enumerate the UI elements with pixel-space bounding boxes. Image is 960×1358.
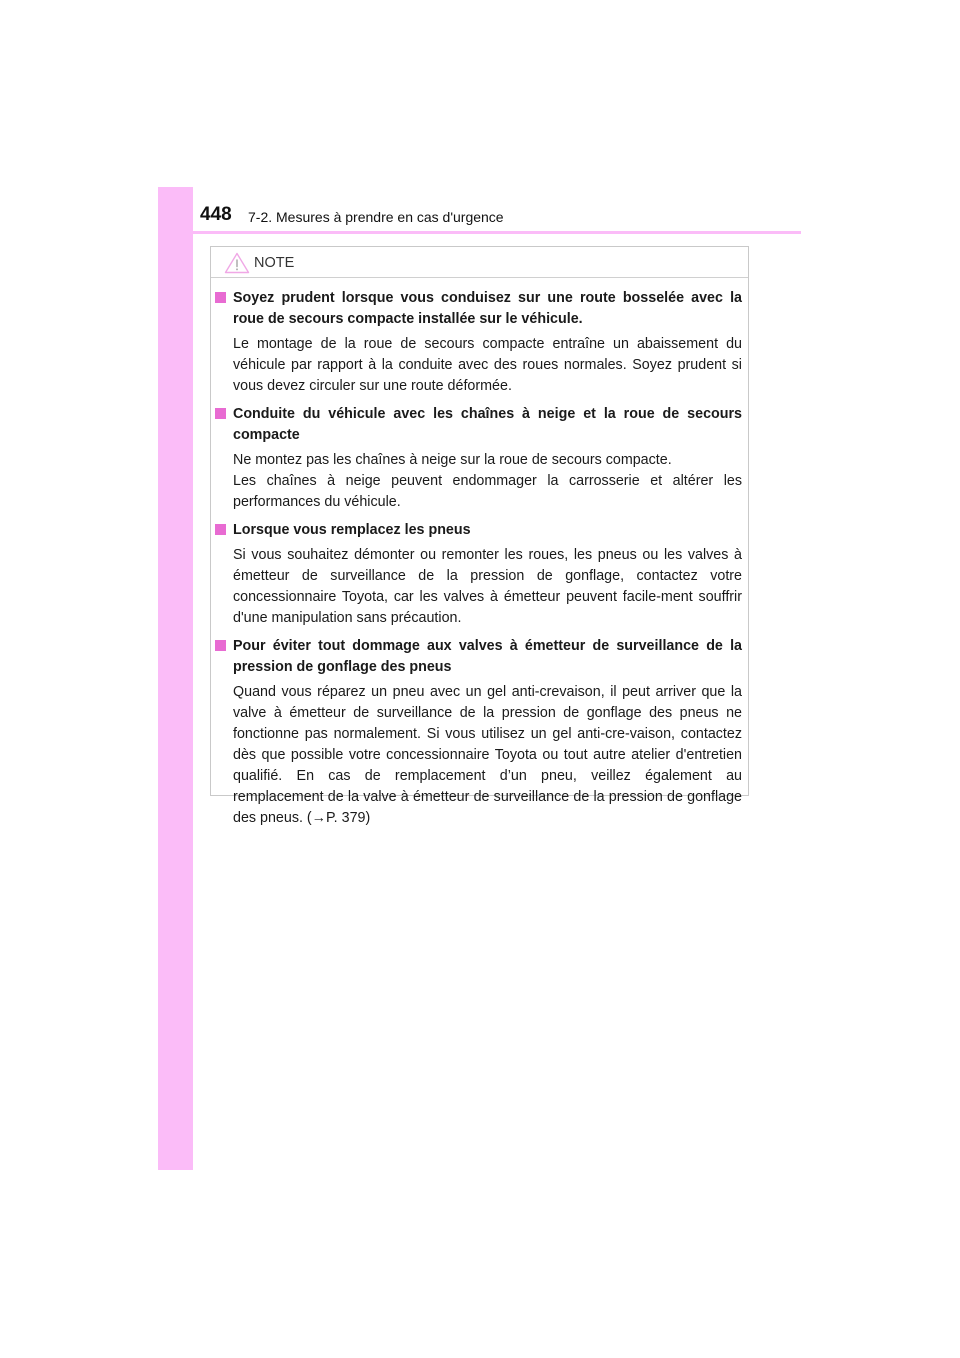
warning-triangle-icon: [224, 252, 250, 274]
square-bullet-icon: [215, 640, 226, 651]
note-item-text: Les chaînes à neige peuvent endommager la carrosserie et altérer les performances du véhicule.: [233, 473, 742, 510]
note-box: [210, 246, 749, 826]
note-item-replacing-tires: [215, 520, 742, 629]
note-item-text: Si vous souhaitez démonter ou remonter les roues, les pneus ou les valves à émetteur de surveillance de la pression de gonflage, contactez votre concessionnaire Toyota, car les valves à émetteur peuvent facile-ment souffrir d'une manipulation sans précaution.: [233, 547, 742, 626]
note-item-rough-road: [215, 288, 742, 397]
note-item-title: Conduite du véhicule avec les chaînes à neige et la roue de secours compacte: [233, 406, 742, 443]
note-item-valve-damage: [215, 636, 742, 829]
page-number: 448: [200, 204, 232, 225]
header-rule: [158, 231, 801, 234]
note-item-title: Lorsque vous remplacez les pneus: [233, 522, 471, 538]
section-title: 7-2. Mesures à prendre en cas d'urgence: [248, 209, 504, 225]
note-item-title: Soyez prudent lorsque vous conduisez sur une route bosselée avec la roue de secours compacte installée sur le véhicule.: [233, 290, 742, 327]
note-item-snow-chains: [215, 404, 742, 513]
note-title: NOTE: [254, 255, 295, 271]
side-tab-band: [158, 187, 193, 1170]
note-header: [211, 247, 748, 278]
square-bullet-icon: [215, 408, 226, 419]
note-item-title: Pour éviter tout dommage aux valves à émetteur de surveillance de la pression de gonflage des pneus: [233, 638, 742, 675]
note-item-text: Ne montez pas les chaînes à neige sur la roue de secours compacte.: [233, 452, 672, 468]
note-item-text: Quand vous réparez un pneu avec un gel anti-crevaison, il peut arriver que la valve à émetteur de surveillance de la pression de gonflage des pneus ne fonctionne pas normalement. Si vous utilisez un gel anti-cre-vaison, contactez dès que possible votre concessionnaire Toyota ou tout autre atelier d'entretien qualifié. En cas de remplacement d’un pneu, veillez également au remplacement de la valve à émetteur de surveillance de la pression de gonflage des pneus. (→P. 379): [233, 684, 742, 826]
note-body: [211, 278, 748, 829]
square-bullet-icon: [215, 292, 226, 303]
note-item-text: Le montage de la roue de secours compacte entraîne un abaissement du véhicule par rapport à la conduite avec des roues normales. Soyez prudent si vous devez circuler sur une route déformée.: [233, 336, 742, 394]
square-bullet-icon: [215, 524, 226, 535]
